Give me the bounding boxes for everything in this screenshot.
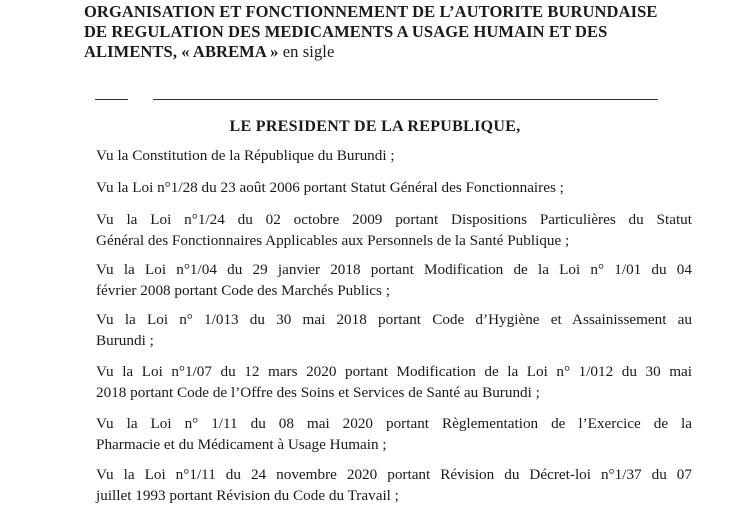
recital-line: Vu la Loi n°1/07 du 12 mars 2020 portant Modification de la Loi n° 1/012 du 30 mai xyxy=(96,363,692,380)
title-line-1: ORGANISATION ET FONCTIONNEMENT DE L’AUTORITE BURUNDAISE xyxy=(84,2,658,21)
title-suffix: en sigle xyxy=(278,42,335,61)
recital-line: Pharmacie et du Médicament à Usage Humain ; xyxy=(96,436,387,453)
decree-title xyxy=(84,0,704,62)
recital-pharmacie xyxy=(96,413,692,455)
recital-constitution xyxy=(96,145,692,166)
title-fragment-line xyxy=(84,0,704,2)
recital-line: Vu la Constitution de la République du Burundi ; xyxy=(96,147,395,164)
recital-marches-publics xyxy=(96,259,692,301)
recital-sante-publique xyxy=(96,209,692,251)
authority-heading: LE PRESIDENT DE LA REPUBLIQUE, xyxy=(229,118,521,135)
title-abbrev: ALIMENTS, « ABREMA » xyxy=(84,42,279,61)
recital-code-travail xyxy=(96,464,692,506)
recital-line: Burundi ; xyxy=(96,332,154,349)
recital-line: Vu la Loi n°1/11 du 24 novembre 2020 portant Révision du Décret-loi n°1/37 du 07 xyxy=(96,466,692,483)
recital-line: février 2008 portant Code des Marchés Publics ; xyxy=(96,282,390,299)
title-fragment-text xyxy=(84,0,394,1)
separator-line-left xyxy=(95,99,128,100)
recital-offre-soins xyxy=(96,361,692,403)
recital-statut-fonctionnaires xyxy=(96,177,692,198)
recital-line: Vu la Loi n° 1/013 du 30 mai 2018 portant Code d’Hygiène et Assainissement au xyxy=(96,311,692,328)
recital-line: Vu la Loi n°1/28 du 23 août 2006 portant Statut Général des Fonctionnaires ; xyxy=(96,179,564,196)
recital-line: Vu la Loi n°1/04 du 29 janvier 2018 portant Modification de la Loi n° 1/01 du 04 xyxy=(96,261,692,278)
recital-line: Vu la Loi n°1/24 du 02 octobre 2009 portant Dispositions Particulières du Statut xyxy=(96,211,692,228)
recital-hygiene xyxy=(96,309,692,351)
separator-line-right xyxy=(153,99,658,100)
recital-line: Général des Fonctionnaires Applicables aux Personnels de la Santé Publique ; xyxy=(96,232,570,249)
recital-line: 2018 portant Code de l’Offre des Soins et Services de Santé au Burundi ; xyxy=(96,384,540,401)
recital-line: Vu la Loi n° 1/11 du 08 mai 2020 portant Règlementation de l’Exercice de la xyxy=(96,415,692,432)
recital-line: juillet 1993 portant Révision du Code du Travail ; xyxy=(96,487,399,504)
title-line-2: DE REGULATION DES MEDICAMENTS A USAGE HUMAIN ET DES xyxy=(84,22,608,41)
title-line-3 xyxy=(84,42,704,62)
